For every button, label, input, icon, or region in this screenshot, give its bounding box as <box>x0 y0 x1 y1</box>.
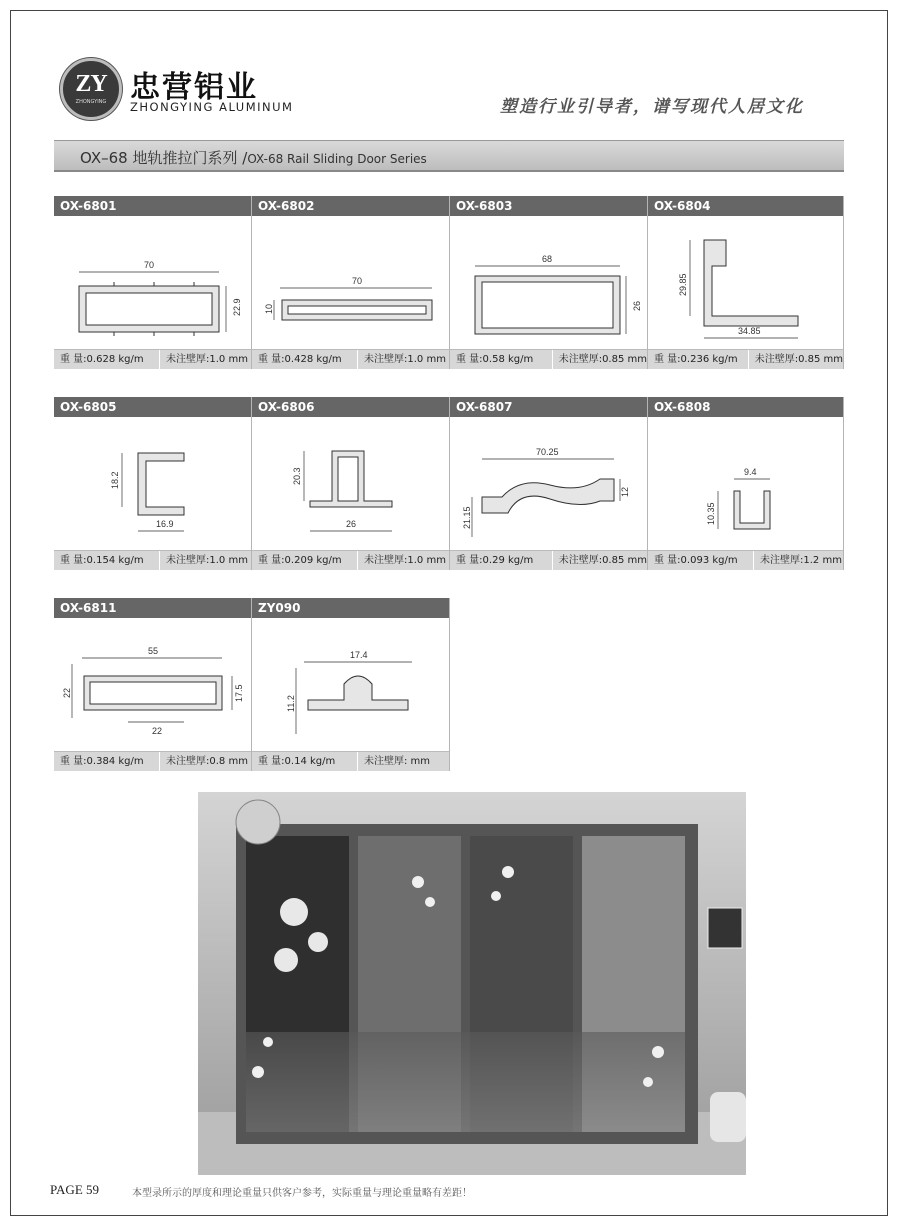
svg-text:22: 22 <box>62 687 72 698</box>
profile-card: OX-6804 29.85 34.85 重 量:0.236 kg/m 未注壁厚:0.85 mm <box>648 196 844 369</box>
footer-note: 本型录所示的厚度和理论重量只供客户参考，实际重量与理论重量略有差距！ <box>132 1188 472 1199</box>
profile-code: ZY090 <box>252 598 449 618</box>
profile-code: OX-6808 <box>648 397 843 417</box>
svg-text:68: 68 <box>542 254 553 264</box>
svg-text:10.35: 10.35 <box>706 502 716 525</box>
brand-slogan: 塑造行业引导者，谱写现代人居文化 <box>500 97 804 117</box>
svg-text:70.25: 70.25 <box>536 447 559 457</box>
profile-drawing <box>54 417 251 551</box>
svg-text:17.4: 17.4 <box>350 650 368 660</box>
svg-text:70: 70 <box>144 260 155 270</box>
profile-drawing <box>252 417 449 551</box>
svg-text:17.5: 17.5 <box>234 684 244 702</box>
profile-drawing <box>450 417 647 551</box>
profile-code: OX-6803 <box>450 196 647 216</box>
svg-text:16.9: 16.9 <box>156 519 174 529</box>
svg-text:22: 22 <box>152 726 163 736</box>
page-number: PAGE 59 <box>50 1182 100 1197</box>
svg-text:21.15: 21.15 <box>462 506 472 529</box>
series-title-bar <box>54 140 844 172</box>
profile-card: OX-6808 9.4 10.35 重 量:0.093 kg/m 未注壁厚:1.2 mm <box>648 397 844 570</box>
profile-code: OX-6802 <box>252 196 449 216</box>
svg-text:26: 26 <box>346 519 357 529</box>
profile-drawing <box>648 417 843 551</box>
profile-card: OX-6801 70 22.9 重 量:0.628 kg/m 未注壁厚:1.0 mm <box>54 196 252 369</box>
svg-text:11.2: 11.2 <box>286 695 296 712</box>
profile-code: OX-6804 <box>648 196 843 216</box>
svg-text:55: 55 <box>148 646 159 656</box>
svg-text:10: 10 <box>264 303 274 314</box>
svg-text:20.3: 20.3 <box>292 467 302 485</box>
profile-drawing <box>450 216 647 350</box>
sliding-door-photo <box>198 792 746 1175</box>
brand-logo: ZY ZHONGYING <box>60 58 122 120</box>
profile-code: OX-6807 <box>450 397 647 417</box>
profile-card: OX-6805 18.2 16.9 重 量:0.154 kg/m 未注壁厚:1.0 mm <box>54 397 252 570</box>
profile-drawing <box>648 216 843 350</box>
profile-code: OX-6806 <box>252 397 449 417</box>
profile-drawing <box>252 618 449 752</box>
profile-card: OX-6811 55 22 17.5 22 重 量:0.384 kg/m 未注壁厚:0.8 mm <box>54 598 252 771</box>
series-title: OX–68 地轨推拉门系列 /OX-68 Rail Sliding Door Series <box>80 149 427 167</box>
profile-drawing <box>54 618 251 752</box>
profile-code: OX-6805 <box>54 397 251 417</box>
svg-text:22.9: 22.9 <box>232 298 242 316</box>
profile-card: OX-6807 70.25 21.15 12 重 量:0.29 kg/m 未注壁厚:0.85 mm <box>450 397 648 570</box>
profile-card: OX-6806 20.3 26 重 量:0.209 kg/m 未注壁厚:1.0 mm <box>252 397 450 570</box>
profile-code: OX-6811 <box>54 598 251 618</box>
svg-text:9.4: 9.4 <box>744 467 757 477</box>
brand-name-cn: 忠营铝业 <box>130 70 258 105</box>
brand-name-en: ZHONGYING ALUMINUM <box>130 100 294 114</box>
profile-drawing <box>252 216 449 350</box>
profile-code: OX-6801 <box>54 196 251 216</box>
profile-card: OX-6803 68 26 重 量:0.58 kg/m 未注壁厚:0.85 mm <box>450 196 648 369</box>
svg-text:34.85: 34.85 <box>738 326 761 336</box>
svg-text:29.85: 29.85 <box>678 273 688 296</box>
profile-drawing <box>54 216 251 350</box>
svg-text:18.2: 18.2 <box>110 471 120 489</box>
svg-text:12: 12 <box>620 486 630 497</box>
profile-card: ZY090 17.4 11.2 重 量:0.14 kg/m 未注壁厚: mm <box>252 598 450 771</box>
profile-card: OX-6802 70 10 重 量:0.428 kg/m 未注壁厚:1.0 mm <box>252 196 450 369</box>
svg-text:70: 70 <box>352 276 363 286</box>
svg-text:26: 26 <box>632 300 642 311</box>
